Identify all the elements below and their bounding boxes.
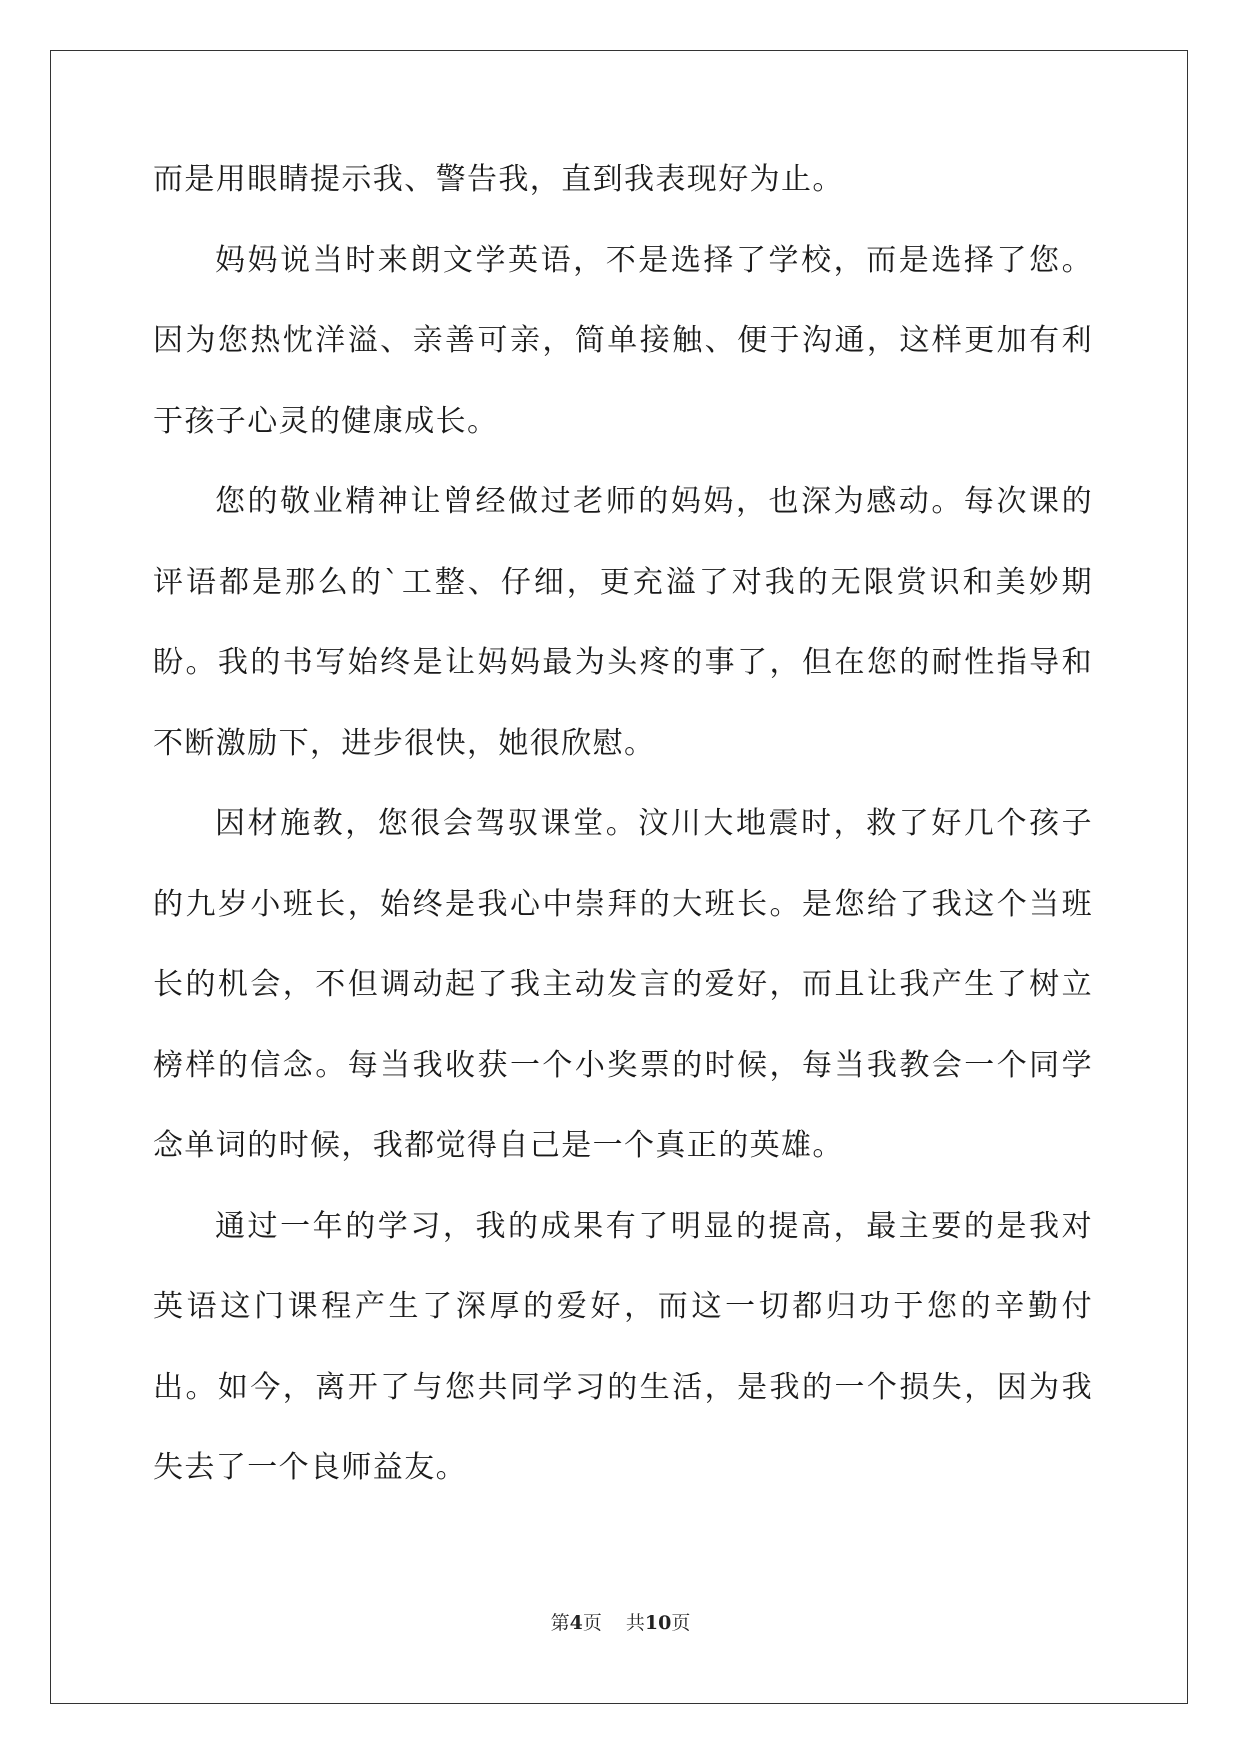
document-body — [153, 160, 1093, 1509]
paragraph-5: 通过一年的学习，我的成果有了明显的提高，最主要的是我对英语这门课程产生了深厚的爱好，而这一切都归功于您的辛勤付出。如今，离开了与您共同学习的生活，是我的一个损失，因为我失去了一个良师益友。 — [153, 1208, 1093, 1485]
footer-page-prefix: 第 — [550, 1612, 570, 1634]
paragraph-1: 而是用眼睛提示我、警告我，直到我表现好为止。 — [153, 162, 844, 197]
paragraph-2: 妈妈说当时来朗文学英语，不是选择了学校，而是选择了您。因为您热忱洋溢、亲善可亲，简单接触、便于沟通，这样更加有利于孩子心灵的健康成长。 — [153, 242, 1093, 439]
footer-total-prefix: 共 — [625, 1612, 645, 1634]
footer-total-pages: 10 — [644, 1612, 672, 1634]
paragraph-3: 您的敬业精神让曾经做过老师的妈妈，也深为感动。每次课的评语都是那么的`工整、仔细，更充溢了对我的无限赏识和美妙期盼。我的书写始终是让妈妈最为头疼的事了，但在您的耐性指导和不断激励下，进步很快，她很欣慰。 — [153, 484, 1093, 761]
page-footer — [0, 1608, 1241, 1635]
footer-page-number: 4 — [569, 1612, 583, 1634]
footer-total-suffix: 页 — [671, 1612, 691, 1634]
paragraph-4: 因材施教，您很会驾驭课堂。汶川大地震时，救了好几个孩子的九岁小班长，始终是我心中崇拜的大班长。是您给了我这个当班长的机会，不但调动起了我主动发言的爱好，而且让我产生了树立榜样的信念。每当我收获一个小奖票的时候，每当我教会一个同学念单词的时候，我都觉得自己是一个真正的英雄。 — [153, 806, 1093, 1163]
footer-page-suffix: 页 — [582, 1612, 602, 1634]
